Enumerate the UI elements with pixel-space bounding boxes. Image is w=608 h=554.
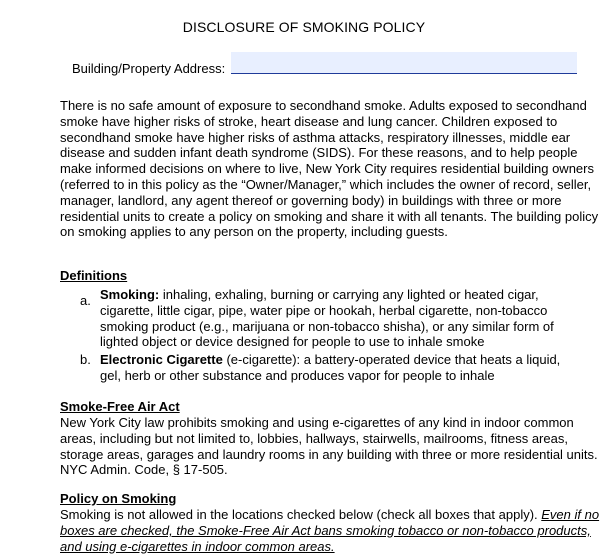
smoke-free-air-act-heading: Smoke-Free Air Act (60, 399, 180, 414)
policy-paragraph (60, 507, 600, 554)
definition-text: inhaling, exhaling, burning or carrying any lighted or heated cigar, cigarette, little cigar, pipe, water pipe or hookah, herbal cigarette, non-tobacco smoking product (e.g., marijuana or non-tobacco shisha), or any similar form of lighted object or device designed for people to use to inhale smoke (100, 287, 554, 350)
intro-paragraph: There is no safe amount of exposure to secondhand smoke. Adults exposed to secondhand smoke have higher risks of stroke, heart disease and lung cancer. Children exposed to secondhand smoke have higher risks of asthma attacks, respiratory illnesses, middle ear disease and sudden infant death syndrome (SIDS). For these reasons, and to help people make informed decisions on where to live, New York City requires residential building owners (referred to in this policy as the “Owner/Manager,” which includes the owner of record, seller, manager, landlord, any agent thereof or governing body) in buildings with three or more residential units to create a policy on smoking and share it with all tenants. The building policy on smoking applies to any person on the property, including guests. (60, 98, 599, 240)
policy-heading: Policy on Smoking (60, 491, 177, 506)
policy-text: Smoking is not allowed in the locations checked below (check all boxes that apply). (60, 507, 542, 522)
definitions-heading: Definitions (60, 268, 128, 283)
definition-body (100, 352, 580, 384)
smoke-free-air-act-text: New York City law prohibits smoking and using e-cigarettes of any kind in indoor common areas, including but not limited to, lobbies, hallways, stairwells, mailrooms, fitness areas, storage areas, garages and laundry rooms in any building with three or more residential units. NYC Admin. Code, § 17-505. (60, 415, 598, 478)
list-marker: b. (80, 352, 91, 367)
address-input[interactable] (231, 52, 577, 74)
definition-term: Smoking: (100, 287, 160, 302)
policy-emphasis: Even if no boxes are checked, the Smoke-Free Air Act bans smoking tobacco or non-tobacco products, and using e-cigarettes in indoor common areas. (60, 507, 600, 554)
definition-body (100, 287, 580, 350)
address-label: Building/Property Address: (72, 61, 226, 76)
page-title: DISCLOSURE OF SMOKING POLICY (182, 19, 426, 35)
list-marker: a. (80, 293, 91, 308)
definition-term: Electronic Cigarette (100, 352, 223, 367)
definition-text: (e-cigarette): a battery-operated device that heats a liquid, gel, herb or other substance and produces vapor for people to inhale (100, 352, 561, 383)
